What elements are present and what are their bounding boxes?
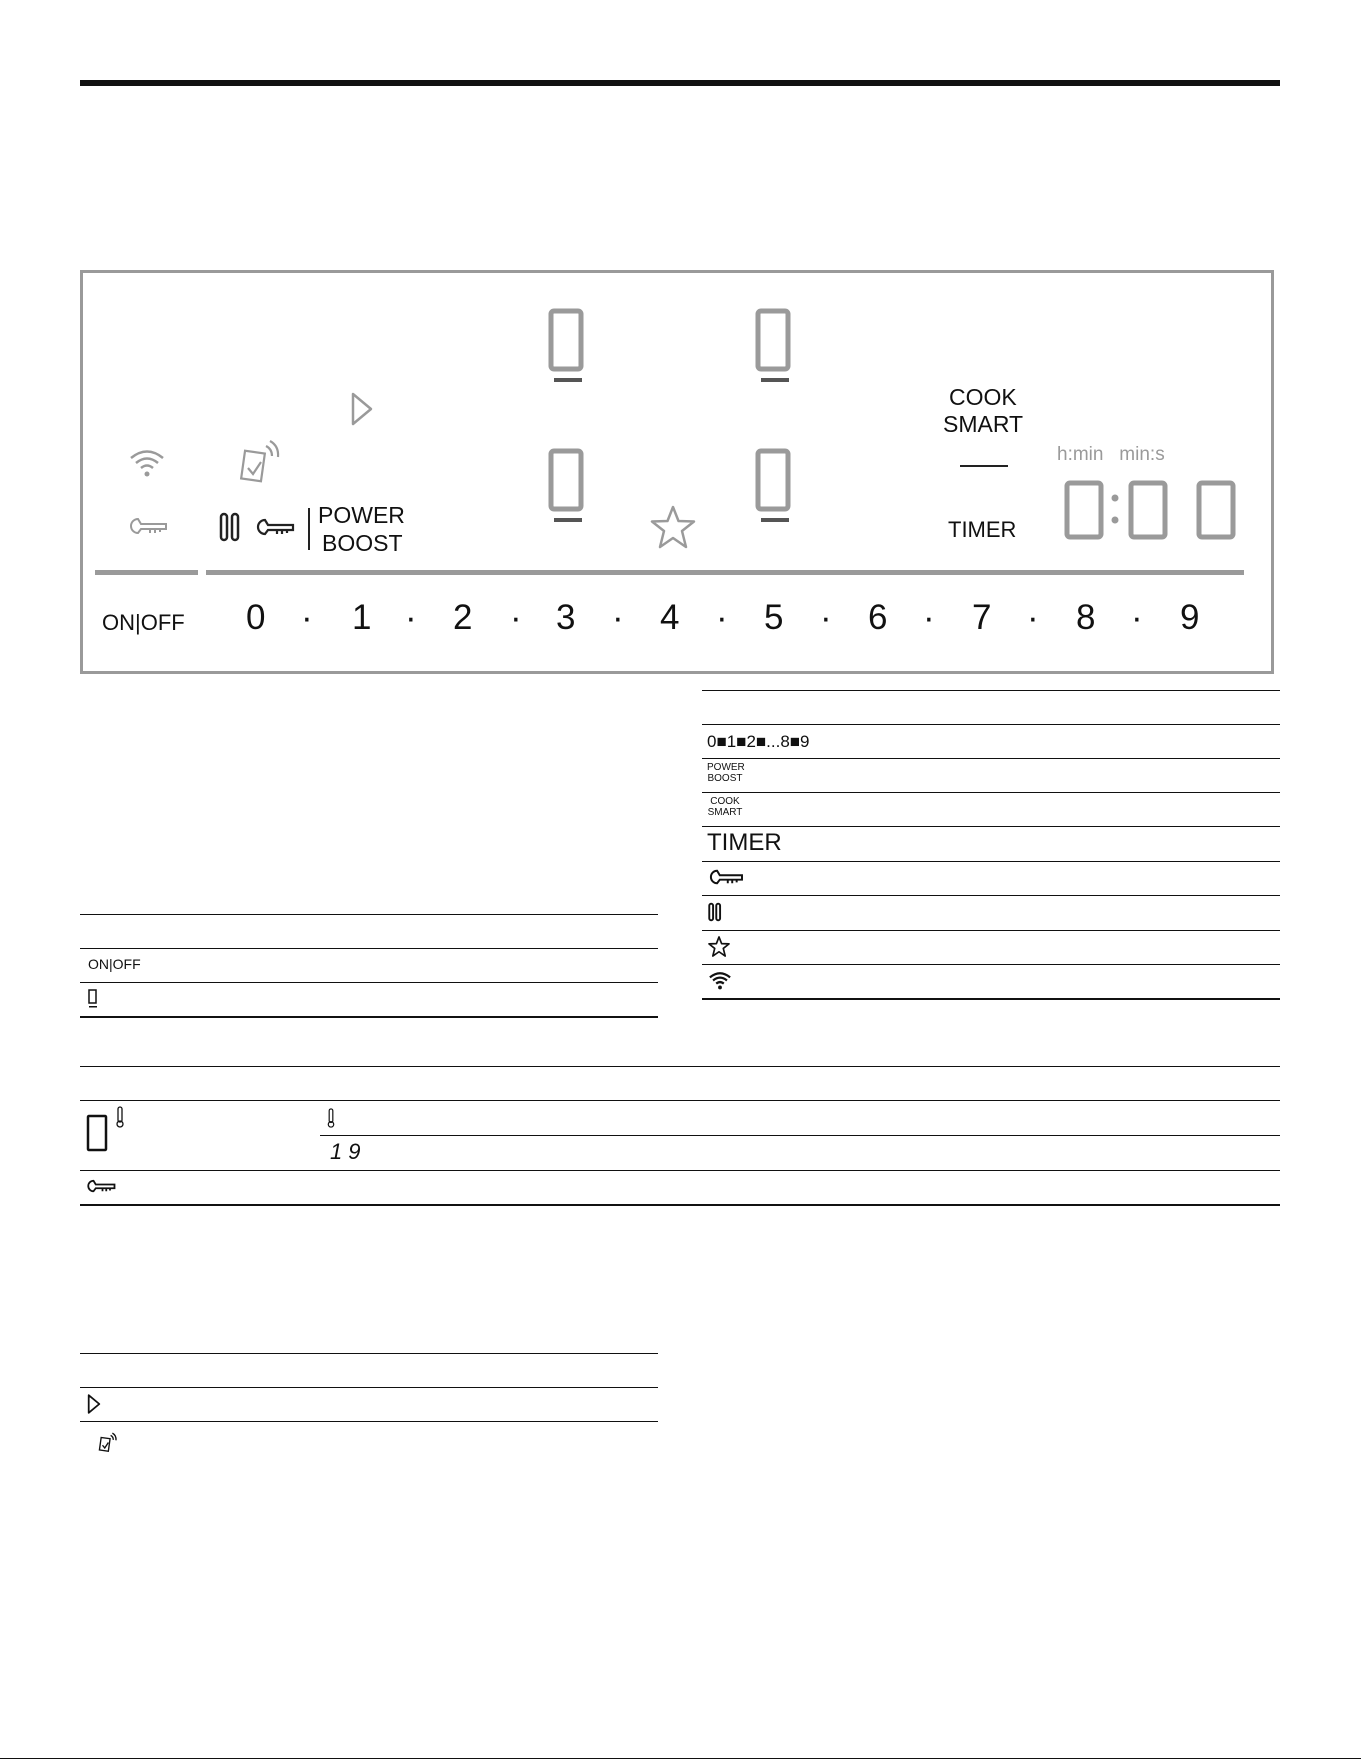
table-remote-rule [80,1353,658,1354]
symbol-cook-smart: COOK SMART [707,796,743,818]
level-sep: · [301,598,313,637]
pause-icon [708,902,722,922]
wifi-icon [128,448,166,478]
power-boost-label-2[interactable]: BOOST [322,530,403,556]
level-9[interactable]: 9 [1180,598,1200,637]
power-slider-bar[interactable] [206,570,1244,575]
play-icon [351,392,373,426]
footer-rule [0,1758,1361,1759]
table-controls-rule [702,998,1280,1000]
zone-display-front-right [755,308,795,384]
level-3[interactable]: 3 [556,598,576,637]
remote-start-icon [238,440,278,486]
key-icon [708,869,744,885]
level-7[interactable]: 7 [972,598,992,637]
timer-digit-hours [1064,480,1104,540]
table-controls-rule [702,758,1280,759]
cook-smart-divider [960,465,1008,467]
on-off-button[interactable]: ON|OFF [102,610,185,635]
level-sep: · [923,598,935,637]
symbol-timer: TIMER [707,829,782,856]
table-remote-rule [80,1387,658,1388]
key-icon [128,517,168,535]
table-controls-rule [702,826,1280,827]
table-controls-rule [702,690,1280,691]
table-indicators-rule [80,1100,1280,1101]
level-sep: · [1027,598,1039,637]
thermometer-icon [116,1106,124,1128]
power-boost-label-1[interactable]: POWER [318,502,405,528]
level-6[interactable]: 6 [868,598,888,637]
level-sep: · [405,598,417,637]
thermometer-icon [327,1108,335,1128]
timer-label[interactable]: TIMER [948,517,1017,542]
cook-smart-label-1[interactable]: COOK [949,384,1017,410]
level-sep: · [820,598,832,637]
symbol-on-off: ON|OFF [88,956,141,972]
level-0[interactable]: 0 [246,598,266,637]
level-sep: · [716,598,728,637]
table-indicators-rule [80,1204,1280,1206]
zone-display-rear-left [548,448,588,524]
table-indicators-rule [320,1135,1280,1136]
play-icon [87,1394,101,1414]
zone-display-front-left [548,308,588,384]
on-off-bar [95,570,198,575]
table-controls-rule [702,964,1280,965]
table-onoff-rule [80,982,658,983]
level-5[interactable]: 5 [764,598,784,637]
zone-digit-symbol [88,989,98,1009]
level-sep: · [510,598,522,637]
level-8[interactable]: 8 [1076,598,1096,637]
remote-start-icon [98,1432,116,1454]
table-onoff-rule [80,914,658,915]
level-sep: · [612,598,624,637]
table-onoff-rule [80,948,658,949]
timer-colon [1110,494,1120,524]
header-rule [80,80,1280,86]
time-units-label: h:min min:s [1057,444,1165,465]
cook-smart-label-2[interactable]: SMART [943,411,1024,437]
symbol-levels: 0■1■2■...8■9 [707,732,810,751]
level-4[interactable]: 4 [660,598,680,637]
table-remote-rule [80,1421,658,1422]
residual-heat-value: 19 [330,1139,367,1164]
level-1[interactable]: 1 [352,598,372,637]
star-icon[interactable] [650,505,696,549]
lock-key-icon [255,518,295,536]
separator-bar [308,508,310,550]
table-controls-rule [702,792,1280,793]
table-controls-rule [702,930,1280,931]
star-icon [708,936,730,957]
table-controls-rule [702,895,1280,896]
level-sep: · [1131,598,1143,637]
pause-icon [219,512,241,542]
table-onoff-rule [80,1016,658,1018]
table-indicators-rule [80,1066,1280,1067]
zone-display-rear-right [755,448,795,524]
zone-digit-symbol [86,1108,110,1152]
timer-digit-min-tens [1128,480,1168,540]
key-icon [86,1179,116,1193]
table-controls-rule [702,724,1280,725]
symbol-power-boost: POWER BOOST [707,762,745,784]
timer-digit-min-ones [1196,480,1236,540]
table-controls-rule [702,861,1280,862]
wifi-icon [708,971,732,990]
level-2[interactable]: 2 [453,598,473,637]
table-indicators-rule [80,1170,1280,1171]
